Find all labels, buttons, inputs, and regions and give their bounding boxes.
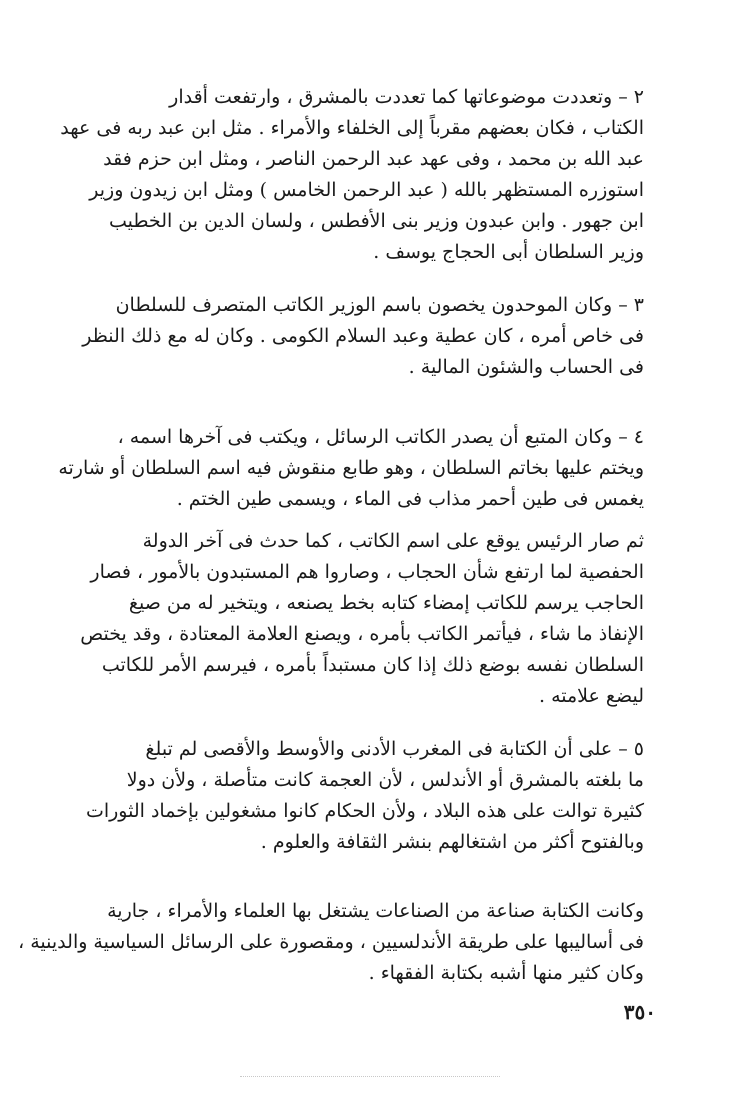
text-line: ٣ – وكان الموحدون يخصون باسم الوزير الكاتب المتصرف للسلطان (115, 294, 644, 316)
paragraph-3 (84, 290, 644, 383)
text-line: وبالفتوح أكثر من اشتغالهم بنشر الثقافة والعلوم . (260, 831, 644, 853)
text-line: ما بلغته بالمشرق أو الأندلس ، لأن العجمة كانت متأصلة ، ولأن دولا (126, 769, 644, 791)
text-line: فى الحساب والشئون المالية . (408, 356, 644, 378)
paragraph-5-continued (18, 896, 644, 989)
text-line: وكان كثير منها أشبه بكتابة الفقهاء . (368, 962, 644, 984)
page-number: ٣٥٠ (623, 1000, 656, 1024)
text-line: الإنفاذ ما شاء ، فيأتمر الكاتب بأمره ، ويصنع العلامة المعتادة ، وقد يختص (80, 623, 644, 645)
paragraph-4 (58, 422, 644, 515)
text-line: وكانت الكتابة صناعة من الصناعات يشتغل بها العلماء والأمراء ، جارية (107, 900, 644, 922)
text-line: وزير السلطان أبى الحجاج يوسف . (373, 241, 644, 263)
paragraph-4-continued (80, 526, 644, 712)
text-line: ٥ – على أن الكتابة فى المغرب الأدنى والأوسط والأقصى لم تبلغ (145, 738, 644, 760)
scan-artifact-divider (240, 1076, 500, 1078)
text-line: عبد الله بن محمد ، وفى عهد عبد الرحمن الناصر ، ومثل ابن حزم فقد (103, 148, 644, 170)
text-line: ابن جهور . وابن عبدون وزير بنى الأفطس ، ولسان الدين بن الخطيب (108, 210, 644, 232)
paragraph-2 (60, 82, 644, 268)
text-line: كثيرة توالت على هذه البلاد ، ولأن الحكام كانوا مشغولين بإخماد الثورات (85, 800, 644, 822)
text-line: فى أساليبها على طريقة الأندلسيين ، ومقصورة على الرسائل السياسية والدينية ، (18, 931, 644, 953)
text-line: ٤ – وكان المتبع أن يصدر الكاتب الرسائل ، ويكتب فى آخرها اسمه ، (117, 426, 644, 448)
text-line: ٢ – وتعددت موضوعاتها كما تعددت بالمشرق ، وارتفعت أقدار (169, 86, 644, 108)
text-line: الحفصية لما ارتفع شأن الحجاب ، وصاروا هم المستبدون بالأمور ، فصار (90, 561, 644, 583)
paragraph-5 (84, 734, 644, 858)
text-line: ليضع علامته . (538, 685, 644, 707)
text-line: استوزره المستظهر بالله ( عبد الرحمن الخامس ) ومثل ابن زيدون وزير (89, 179, 644, 201)
text-line: يغمس فى طين أحمر مذاب فى الماء ، ويسمى طين الختم . (176, 488, 644, 510)
text-line: ثم صار الرئيس يوقع على اسم الكاتب ، كما حدث فى آخر الدولة (142, 530, 644, 552)
text-line: السلطان نفسه بوضع ذلك إذا كان مستبداً بأمره ، فيرسم الأمر للكاتب (101, 654, 644, 676)
text-line: الحاجب يرسم للكاتب إمضاء كتابه بخط يصنعه ، ويتخير له من صيغ (128, 592, 644, 614)
text-line: الكتاب ، فكان بعضهم مقرباً إلى الخلفاء والأمراء . مثل ابن عبد ربه فى عهد (60, 117, 644, 139)
text-line: فى خاص أمره ، كان عطية وعبد السلام الكومى . وكان له مع ذلك النظر (82, 325, 644, 347)
text-line: ويختم عليها بخاتم السلطان ، وهو طابع منقوش فيه اسم السلطان أو شارته (58, 457, 644, 479)
